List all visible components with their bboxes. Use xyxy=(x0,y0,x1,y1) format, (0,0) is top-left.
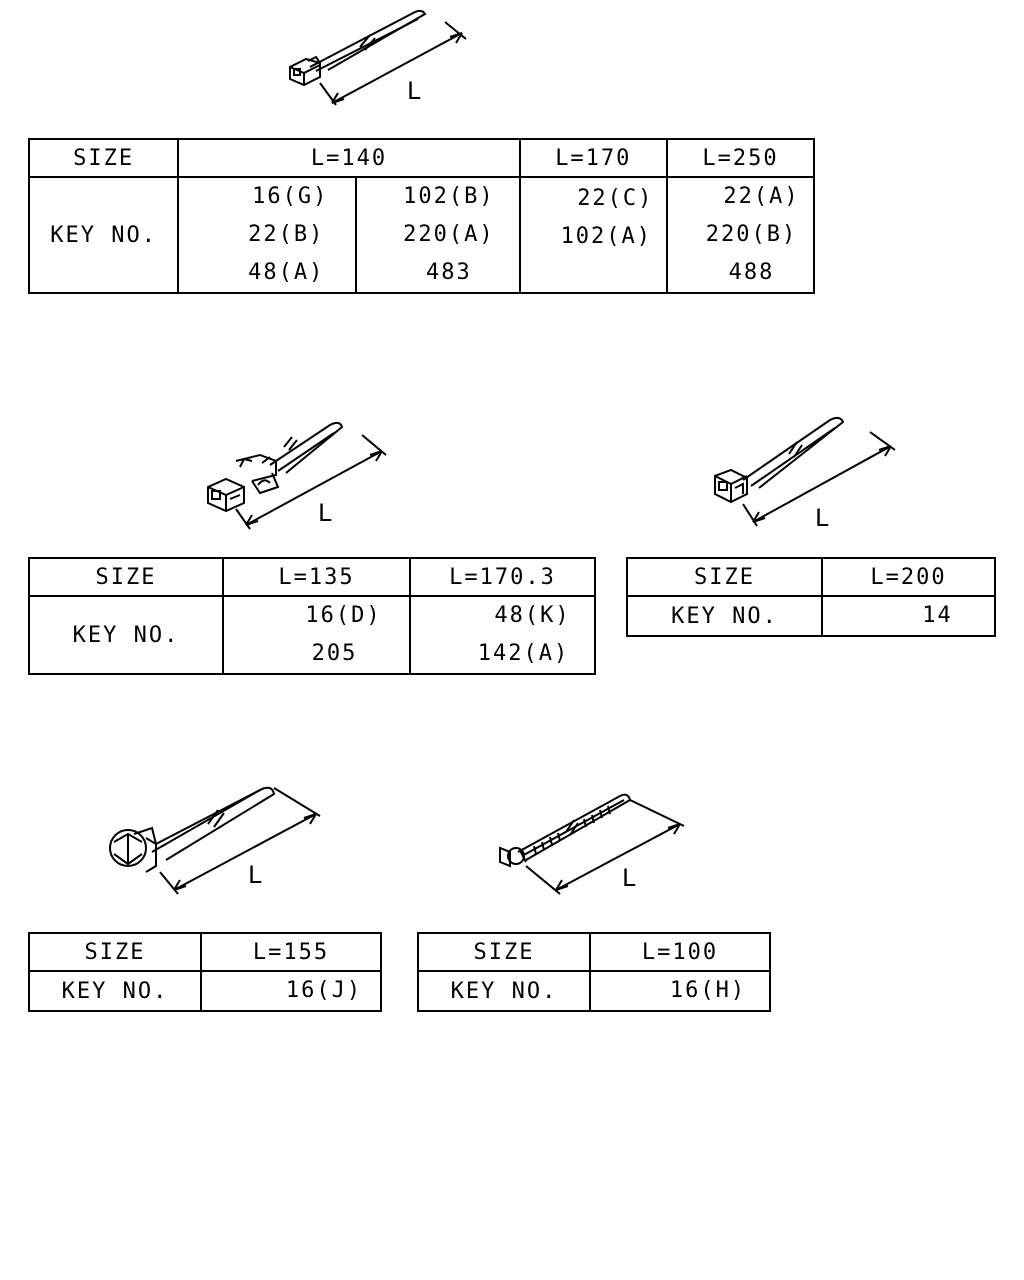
key-no-header: KEY NO. xyxy=(29,971,201,1011)
key-value: 16(D) xyxy=(305,603,382,628)
size-l140: L=140 xyxy=(178,139,519,177)
key-table-4 xyxy=(28,932,382,1012)
key-table-5 xyxy=(417,932,771,1012)
dimension-label-l: L xyxy=(248,861,262,889)
size-l155: L=155 xyxy=(201,933,381,971)
cable-tie-figure-3 xyxy=(705,412,905,537)
dimension-label-l: L xyxy=(622,864,636,892)
key-value: 205 xyxy=(311,641,358,666)
size-l135: L=135 xyxy=(223,558,410,596)
key-value: 483 xyxy=(426,260,472,285)
key-value: 16(G) xyxy=(252,184,329,209)
key-cell-l250 xyxy=(667,177,814,293)
key-value: 48(A) xyxy=(248,260,325,285)
key-value: 16(J) xyxy=(285,978,363,1003)
size-l170: L=170 xyxy=(520,139,667,177)
key-value: 102(B) xyxy=(403,184,495,209)
key-value: 220(B) xyxy=(705,222,798,247)
dimension-label-l: L xyxy=(815,504,829,532)
key-value: 220(A) xyxy=(403,222,495,247)
key-cell-l140-a xyxy=(178,177,356,293)
key-value: 22(B) xyxy=(248,222,325,247)
key-cell-l155 xyxy=(201,971,381,1011)
key-cell-l170 xyxy=(520,177,667,293)
size-header: SIZE xyxy=(627,558,822,596)
dimension-label-l: L xyxy=(318,499,332,527)
key-value: 16(H) xyxy=(669,978,747,1003)
key-cell-l1703 xyxy=(410,596,595,674)
key-value: 142(A) xyxy=(477,641,570,666)
key-cell-l100 xyxy=(590,971,770,1011)
key-value: 22(A) xyxy=(723,184,800,209)
key-table-3 xyxy=(626,557,996,637)
key-value: 22(C) xyxy=(577,186,654,211)
key-cell-l200 xyxy=(822,596,995,636)
cable-tie-figure-5 xyxy=(490,790,690,900)
key-no-header: KEY NO. xyxy=(29,177,178,293)
key-value: 48(K) xyxy=(494,603,571,628)
cable-tie-figure-1 xyxy=(280,5,480,110)
size-l250: L=250 xyxy=(667,139,814,177)
key-value: 14 xyxy=(922,603,953,628)
key-cell-l135 xyxy=(223,596,410,674)
size-l100: L=100 xyxy=(590,933,770,971)
size-l1703: L=170.3 xyxy=(410,558,595,596)
key-table-1 xyxy=(28,138,815,294)
key-no-header: KEY NO. xyxy=(627,596,822,636)
key-value: 488 xyxy=(728,260,775,285)
key-no-header: KEY NO. xyxy=(29,596,223,674)
key-cell-l140-b xyxy=(356,177,519,293)
key-value: 102(A) xyxy=(560,224,653,249)
size-header: SIZE xyxy=(29,558,223,596)
cable-tie-figure-4 xyxy=(100,780,330,900)
key-no-header: KEY NO. xyxy=(418,971,590,1011)
size-header: SIZE xyxy=(29,139,178,177)
size-l200: L=200 xyxy=(822,558,995,596)
size-header: SIZE xyxy=(29,933,201,971)
key-table-2 xyxy=(28,557,596,675)
size-header: SIZE xyxy=(418,933,590,971)
cable-tie-figure-2 xyxy=(200,415,400,540)
dimension-label-l: L xyxy=(407,77,421,105)
